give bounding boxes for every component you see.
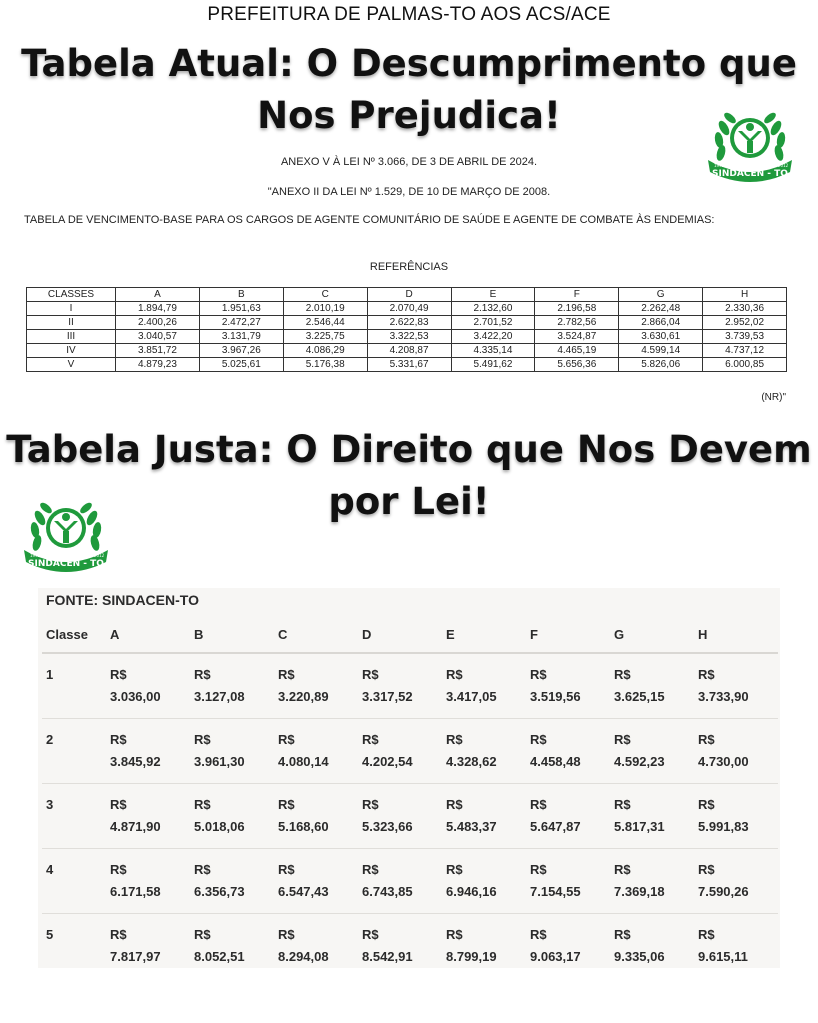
currency-label: R$ [362,667,379,682]
currency-label: R$ [446,732,463,747]
salary-cell [106,719,190,784]
salary-value: 9.063,17 [530,949,581,964]
salary-cell [694,849,778,914]
salary-cell [694,653,778,719]
current-table-header: G [619,288,703,302]
salary-cell [106,914,190,979]
currency-label: R$ [530,797,547,812]
salary-cell [610,653,694,719]
table-cell: 5.176,38 [283,358,367,372]
currency-label: R$ [698,862,715,877]
table-cell: IV [27,344,116,358]
salary-value: 3.845,92 [110,754,161,769]
fair-salary-table [42,616,778,978]
fair-table-header: E [442,616,526,653]
fair-table-header-row [42,616,778,653]
currency-label: R$ [194,667,211,682]
currency-label: R$ [698,667,715,682]
table-cell: 3.630,61 [619,330,703,344]
current-table-header: B [199,288,283,302]
salary-value: 3.036,00 [110,689,161,704]
table-cell: 3.225,75 [283,330,367,344]
salary-cell [442,719,526,784]
salary-value: 9.335,06 [614,949,665,964]
salary-cell [190,784,274,849]
salary-value: 3.127,08 [194,689,245,704]
table-cell: 1.951,63 [199,302,283,316]
currency-label: R$ [278,667,295,682]
headline-fair-line2: por Lei! [328,480,490,523]
current-table-header: CLASSES [27,288,116,302]
currency-label: R$ [530,732,547,747]
salary-cell [442,849,526,914]
currency-label: R$ [530,862,547,877]
currency-label: R$ [362,862,379,877]
headline-fair-table [0,424,818,528]
currency-label: R$ [278,797,295,812]
table-cell: 2.196,58 [535,302,619,316]
salary-cell [526,719,610,784]
currency-label: R$ [446,927,463,942]
salary-value: 7.817,97 [110,949,161,964]
current-table-header: C [283,288,367,302]
currency-label: R$ [110,797,127,812]
page-caption: PREFEITURA DE PALMAS-TO AOS ACS/ACE [207,4,611,25]
salary-cell [526,784,610,849]
currency-label: R$ [110,667,127,682]
salary-value: 8.294,08 [278,949,329,964]
table-cell: 2.400,26 [116,316,200,330]
currency-label: R$ [530,667,547,682]
salary-cell [442,784,526,849]
salary-cell [526,914,610,979]
currency-label: R$ [194,797,211,812]
table-cell: 5.491,62 [451,358,535,372]
table-cell: 2.622,83 [367,316,451,330]
salary-cell [274,653,358,719]
table-cell: 5.656,36 [535,358,619,372]
current-table-header: F [535,288,619,302]
salary-cell [190,719,274,784]
salary-cell [106,849,190,914]
fair-table-header: Classe [42,616,106,653]
table-description: TABELA DE VENCIMENTO-BASE PARA OS CARGOS DE AGENTE COMUNITÁRIO DE SAÚDE E AGENTE DE COMBATE ÀS ENDEMIAS: [24,214,715,226]
table-cell: 3.967,26 [199,344,283,358]
currency-label: R$ [278,927,295,942]
current-table-header: H [703,288,787,302]
source-label: FONTE: SINDACEN-TO [46,592,199,608]
salary-value: 4.458,48 [530,754,581,769]
salary-value: 5.483,37 [446,819,497,834]
table-cell: 4.737,12 [703,344,787,358]
table-cell: I [27,302,116,316]
current-table-header: D [367,288,451,302]
table-row [42,914,778,979]
table-row [42,719,778,784]
table-cell: 4.599,14 [619,344,703,358]
logo-year-right: 2012 [778,163,789,168]
salary-value: 3.625,15 [614,689,665,704]
table-cell: V [27,358,116,372]
fair-table-header: A [106,616,190,653]
salary-value: 6.743,85 [362,884,413,899]
currency-label: R$ [614,732,631,747]
currency-label: R$ [278,732,295,747]
table-cell: 5.025,61 [199,358,283,372]
table-cell: 2.952,02 [703,316,787,330]
logo-text: SINDACEN - TO [28,559,104,569]
salary-cell [694,719,778,784]
table-row [27,302,787,316]
table-row [42,653,778,719]
salary-value: 5.168,60 [278,819,329,834]
table-cell: 3.040,57 [116,330,200,344]
table-row [27,316,787,330]
annex-law-3066: ANEXO V À LEI Nº 3.066, DE 3 DE ABRIL DE 2024. [280,156,538,168]
salary-value: 5.018,06 [194,819,245,834]
salary-value: 7.154,55 [530,884,581,899]
salary-cell [274,849,358,914]
salary-cell [358,914,442,979]
salary-cell [610,914,694,979]
table-cell: 3.422,20 [451,330,535,344]
salary-value: 3.417,05 [446,689,497,704]
table-cell: 4.335,14 [451,344,535,358]
salary-value: 5.323,66 [362,819,413,834]
logo-year-right: 2012 [94,553,105,558]
table-cell: 3.524,87 [535,330,619,344]
fair-table-header: B [190,616,274,653]
logo-text: SINDACEN - TO [712,169,788,179]
table-cell: 4.086,29 [283,344,367,358]
salary-cell [442,653,526,719]
sindacen-logo [702,98,798,188]
table-row [27,358,787,372]
table-cell: 3.739,53 [703,330,787,344]
annex-law-1529: "ANEXO II DA LEI Nº 1.529, DE 10 DE MARÇO DE 2008. [267,186,551,198]
salary-value: 3.961,30 [194,754,245,769]
sindacen-logo [18,488,114,578]
salary-value: 4.592,23 [614,754,665,769]
logo-year-left: 1992 [30,553,41,558]
currency-label: R$ [614,667,631,682]
currency-label: R$ [614,797,631,812]
currency-label: R$ [446,797,463,812]
salary-cell [358,784,442,849]
currency-label: R$ [362,797,379,812]
table-cell: 5.331,67 [367,358,451,372]
table-cell: 3.322,53 [367,330,451,344]
class-number: 1 [42,653,106,719]
references-title: REFERÊNCIAS [369,261,449,273]
table-cell: 4.208,87 [367,344,451,358]
table-row [27,344,787,358]
salary-value: 4.871,90 [110,819,161,834]
table-row [27,330,787,344]
table-cell: 2.472,27 [199,316,283,330]
salary-cell [610,719,694,784]
table-row [42,849,778,914]
salary-value: 6.171,58 [110,884,161,899]
class-number: 4 [42,849,106,914]
table-cell: III [27,330,116,344]
nr-note: (NR)" [761,392,786,403]
salary-value: 6.946,16 [446,884,497,899]
salary-cell [610,784,694,849]
current-table-header: E [451,288,535,302]
salary-value: 4.328,62 [446,754,497,769]
salary-value: 6.547,43 [278,884,329,899]
salary-cell [190,849,274,914]
currency-label: R$ [446,862,463,877]
salary-cell [274,784,358,849]
salary-cell [106,653,190,719]
currency-label: R$ [698,797,715,812]
headline-fair-line1: Tabela Justa: O Direito que Nos Devem [6,428,812,471]
table-cell: 2.132,60 [451,302,535,316]
table-row [42,784,778,849]
salary-cell [526,849,610,914]
table-cell: 5.826,06 [619,358,703,372]
salary-cell [190,653,274,719]
currency-label: R$ [110,927,127,942]
salary-cell [274,914,358,979]
salary-value: 7.590,26 [698,884,749,899]
headline-current-line2: Nos Prejudica! [257,94,561,137]
salary-cell [526,653,610,719]
headline-current-table [0,38,818,142]
headline-current-line1: Tabela Atual: O Descumprimento que [21,42,797,85]
salary-cell [694,784,778,849]
table-cell: 2.070,49 [367,302,451,316]
salary-value: 8.052,51 [194,949,245,964]
salary-value: 5.991,83 [698,819,749,834]
fair-table-header: H [694,616,778,653]
salary-value: 3.733,90 [698,689,749,704]
currency-label: R$ [614,927,631,942]
salary-cell [694,914,778,979]
table-cell: 2.330,36 [703,302,787,316]
salary-cell [358,849,442,914]
currency-label: R$ [194,927,211,942]
class-number: 2 [42,719,106,784]
currency-label: R$ [530,927,547,942]
logo-year-left: 1992 [714,163,725,168]
salary-value: 9.615,11 [698,949,748,964]
salary-value: 4.202,54 [362,754,413,769]
salary-value: 3.317,52 [362,689,413,704]
salary-value: 6.356,73 [194,884,245,899]
table-cell: 2.546,44 [283,316,367,330]
salary-cell [106,784,190,849]
salary-value: 5.817,31 [614,819,665,834]
currency-label: R$ [194,732,211,747]
currency-label: R$ [698,732,715,747]
salary-value: 3.519,56 [530,689,581,704]
class-number: 3 [42,784,106,849]
table-cell: 6.000,85 [703,358,787,372]
salary-value: 3.220,89 [278,689,329,704]
salary-value: 8.799,19 [446,949,497,964]
current-table-header-row [27,288,787,302]
salary-cell [610,849,694,914]
salary-cell [274,719,358,784]
salary-cell [358,653,442,719]
table-cell: 3.131,79 [199,330,283,344]
currency-label: R$ [446,667,463,682]
current-salary-table [26,287,787,372]
table-cell: 4.879,23 [116,358,200,372]
currency-label: R$ [194,862,211,877]
table-cell: 2.782,56 [535,316,619,330]
currency-label: R$ [278,862,295,877]
currency-label: R$ [362,927,379,942]
table-cell: 3.851,72 [116,344,200,358]
table-cell: 2.010,19 [283,302,367,316]
table-cell: 2.866,04 [619,316,703,330]
fair-table-header: F [526,616,610,653]
currency-label: R$ [362,732,379,747]
salary-cell [442,914,526,979]
current-table-header: A [116,288,200,302]
table-cell: II [27,316,116,330]
currency-label: R$ [698,927,715,942]
table-cell: 4.465,19 [535,344,619,358]
table-cell: 1.894,79 [116,302,200,316]
currency-label: R$ [110,862,127,877]
currency-label: R$ [614,862,631,877]
salary-value: 5.647,87 [530,819,581,834]
salary-value: 4.730,00 [698,754,749,769]
salary-value: 7.369,18 [614,884,665,899]
fair-table-header: C [274,616,358,653]
salary-cell [358,719,442,784]
fair-table-header: G [610,616,694,653]
class-number: 5 [46,927,54,942]
table-cell: 2.262,48 [619,302,703,316]
salary-value: 4.080,14 [278,754,329,769]
salary-value: 8.542,91 [362,949,413,964]
table-cell: 2.701,52 [451,316,535,330]
salary-cell [190,914,274,979]
currency-label: R$ [110,732,127,747]
fair-table-header: D [358,616,442,653]
